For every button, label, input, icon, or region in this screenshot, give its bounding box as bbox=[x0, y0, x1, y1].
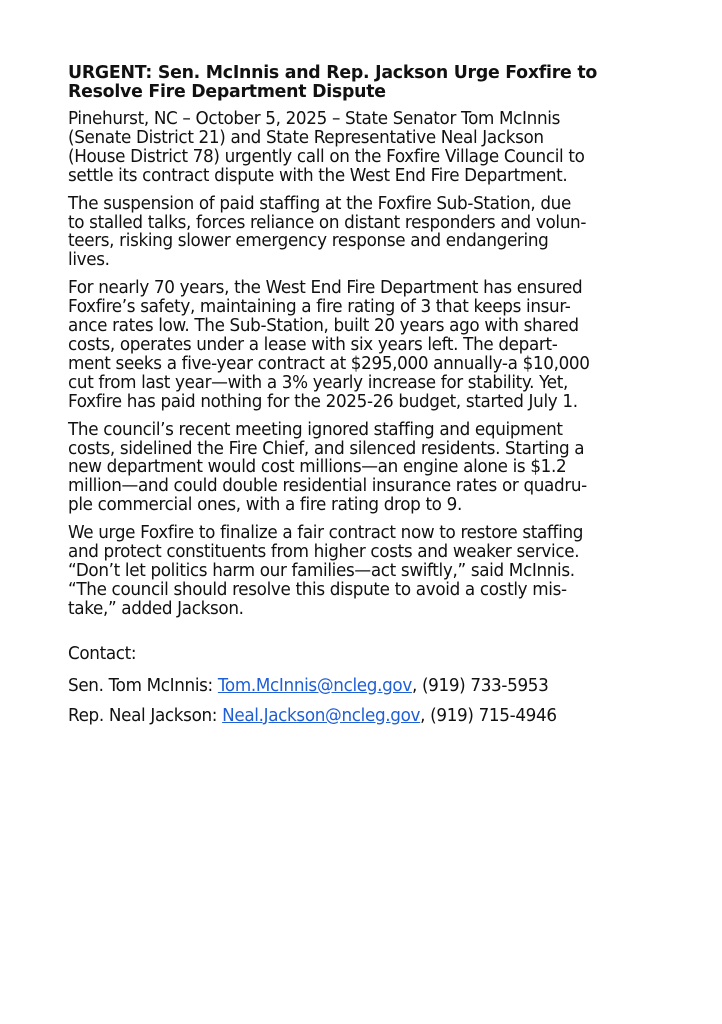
contact-phone: , (919) 715-4946 bbox=[420, 705, 557, 726]
email-link-jackson[interactable]: Neal.Jackson@ncleg.gov bbox=[222, 705, 421, 726]
email-link-mcinnis[interactable]: Tom.McInnis@ncleg.gov bbox=[217, 675, 412, 696]
contact-phone: , (919) 733-5953 bbox=[411, 675, 549, 696]
paragraph-staffing-suspension: The suspension of paid staffing at the Foxfire Sub-Station, due to stalled talks, forces reliance on distant responders and volun- teers, risking slower emergency response and endangering lives. bbox=[68, 193, 587, 271]
press-release-page bbox=[68, 64, 668, 737]
contact-section bbox=[68, 645, 668, 726]
paragraph-intro: Pinehurst, NC – October 5, 2025 – State Senator Tom McInnis (Senate District 21) and State Representative Neal Jackson (House District 78) urgently call on the Foxfire Village Council to settle its contract dispute with the West End Fire Department. bbox=[68, 109, 585, 186]
contact-name: Rep. Neal Jackson: bbox=[68, 705, 223, 726]
contact-name: Sen. Tom McInnis: bbox=[68, 675, 218, 696]
paragraph-council-meeting: The council’s recent meeting ignored staffing and equipment costs, sidelined the Fire Chief, and silenced residents. Starting a new department would cost millions—an engine alone is $1.2 million—and could double residential insurance rates or quadru- ple commercial ones, with a fire rating drop to 9. bbox=[68, 419, 587, 516]
paragraph-history-contract: For nearly 70 years, the West End Fire Department has ensured Foxfire’s safety, maintaining a fire rating of 3 that keeps insur- ance rates low. The Sub-Station, built 20 years ago with shared costs, operates under a lease with six years left. The depart- ment seeks a five-year contract at $295,000 annually-a $10,000 cut from last year—with a 3% yearly increase for stability. Yet, Foxfire has paid nothing for the 2025-26 budget, started July 1. bbox=[68, 278, 590, 412]
contact-label: Contact: bbox=[68, 643, 137, 664]
contact-entry-jackson bbox=[68, 707, 647, 726]
contact-entry-mcinnis bbox=[68, 677, 647, 696]
paragraph-call-to-action: We urge Foxfire to finalize a fair contract now to restore staffing and protect constituents from higher costs and weaker service. “Don’t let politics harm our families—act swiftly,” said McInnis. “The council should resolve this dispute to avoid a costly mis- take,” added Jackson. bbox=[68, 523, 584, 619]
press-release-title: URGENT: Sen. McInnis and Rep. Jackson Urge Foxfire to Resolve Fire Department Dispute bbox=[68, 63, 598, 102]
